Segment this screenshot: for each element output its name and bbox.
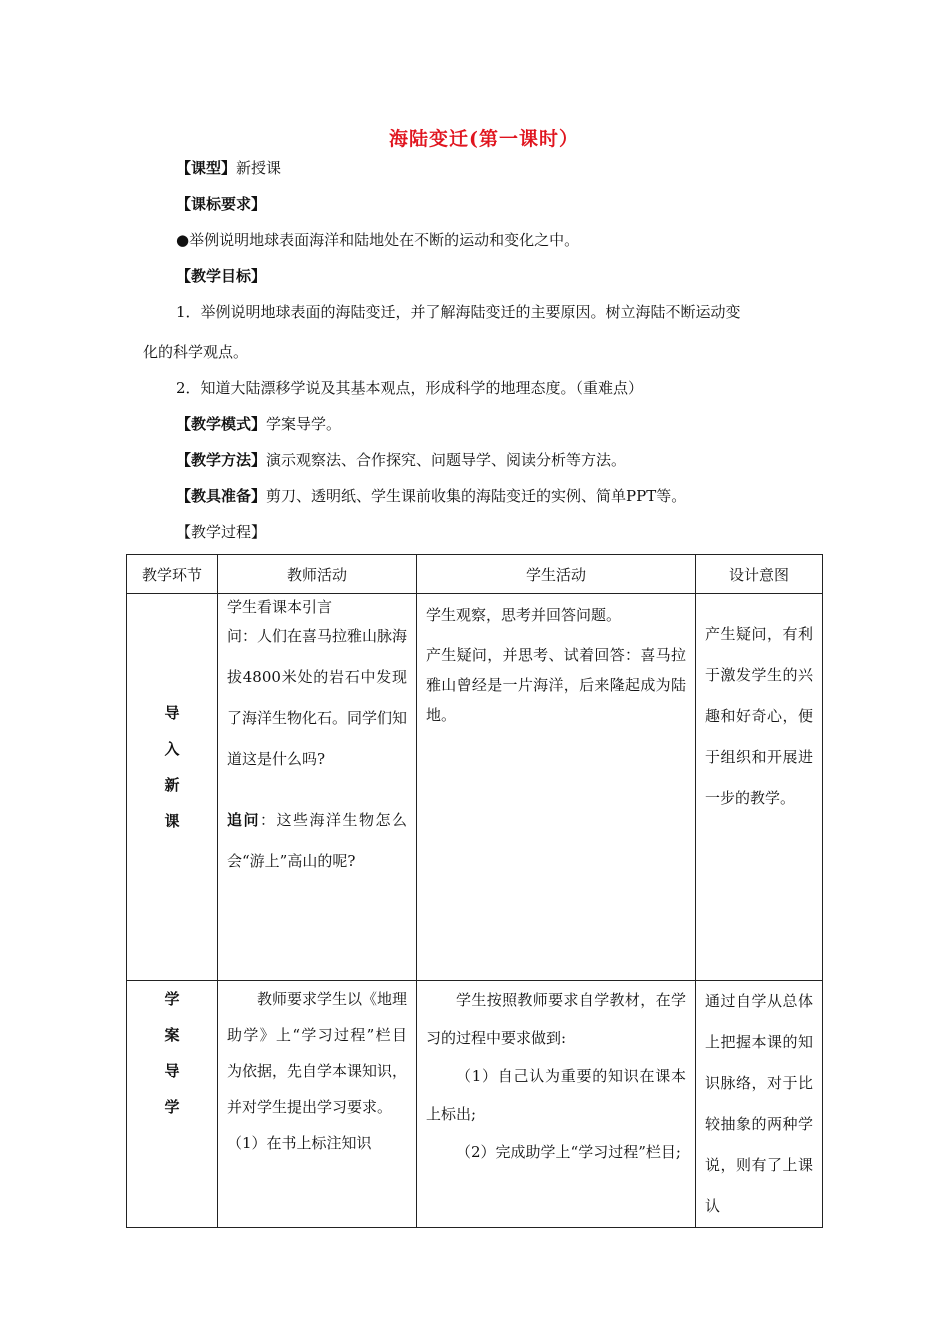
- process-label: 【教学过程】: [176, 523, 267, 541]
- goal-2: 2．知道大陆漂移学说及其基本观点，形成科学的地理态度。（重难点）: [176, 379, 644, 397]
- teaching-process-table: [126, 554, 823, 1228]
- method-value: 演示观察法、合作探究、问题导学、阅读分析等方法。: [266, 451, 627, 469]
- teacher-question: 问：人们在喜马拉雅山脉海拔4800米处的岩石中发现了海洋生物化石。同学们知道这是什么吗?: [227, 627, 408, 768]
- design-intent-2: 通过自学从总体上把握本课的知识脉络，对于比较抽象的两种学说，则有了上课认: [705, 992, 813, 1215]
- standard-item: ●举例说明地球表面海洋和陆地处在不断的运动和变化之中。: [176, 231, 580, 249]
- table-row-intro: [127, 594, 823, 981]
- teacher-followup: [227, 800, 407, 882]
- followup-label: 追问: [227, 811, 260, 829]
- tools-line: [176, 486, 686, 506]
- teacher-requirement: 教师要求学生以《地理助学》上“学习过程”栏目为依据，先自学本课知识，并对学生提出学习要求。: [227, 990, 408, 1116]
- stage-char: 导: [164, 1062, 180, 1080]
- stage-cell-guided: [127, 981, 218, 1228]
- stage-char: 课: [164, 812, 180, 830]
- course-type-line: [176, 158, 281, 178]
- goal-1-line-1: 1．举例说明地球表面的海陆变迁，并了解海陆变迁的主要原因。树立海陆不断运动变: [176, 303, 741, 321]
- teacher-cell-guided: [218, 981, 417, 1228]
- design-intent-1: 产生疑问，有利于激发学生的兴趣和好奇心，便于组织和开展进一步的教学。: [705, 625, 813, 807]
- table-row-guided-study: [127, 981, 823, 1228]
- stage-char: 导: [164, 704, 180, 722]
- stage-char: 学: [164, 1098, 180, 1116]
- course-type-label: 【课型】: [176, 159, 237, 177]
- design-cell-guided: [696, 981, 823, 1228]
- student-activity-2: 产生疑问，并思考、试着回答：喜马拉雅山曾经是一片海洋，后来隆起成为陆地。: [426, 646, 686, 724]
- teacher-cell-intro: [218, 594, 417, 981]
- followup-text: ：这些海洋生物怎么会“游上”高山的呢?: [227, 811, 407, 870]
- mode-label: 【教学模式】: [176, 415, 267, 433]
- table-header-row: [127, 555, 823, 594]
- teacher-requirement-item-1: （1）在书上标注知识: [227, 1134, 372, 1152]
- document-title: 海陆变迁(第一课时）: [389, 128, 579, 150]
- stage-cell-intro: [127, 594, 218, 981]
- stage-char: 入: [164, 740, 180, 758]
- goal-1-line-2: 化的科学观点。: [143, 343, 249, 361]
- mode-value: 学案导学。: [266, 415, 342, 433]
- student-guided-2: （1）自己认为重要的知识在课本上标出;: [426, 1067, 686, 1123]
- method-line: [176, 450, 626, 470]
- method-label: 【教学方法】: [176, 451, 267, 469]
- tools-value: 剪刀、透明纸、学生课前收集的海陆变迁的实例、简单PPT等。: [266, 487, 687, 505]
- teacher-intro: 学生看课本引言: [227, 598, 333, 616]
- mode-line: [176, 414, 341, 434]
- course-type-value: 新授课: [236, 159, 282, 177]
- header-design: 设计意图: [696, 555, 823, 594]
- header-stage: 教学环节: [127, 555, 218, 594]
- student-activity-1: 学生观察，思考并回答问题。: [426, 606, 622, 624]
- header-teacher: 教师活动: [218, 555, 417, 594]
- stage-char: 学: [164, 990, 180, 1008]
- stage-char: 新: [164, 776, 180, 794]
- student-guided-1: 学生按照教师要求自学教材，在学习的过程中要求做到:: [426, 991, 686, 1047]
- student-cell-guided: [417, 981, 696, 1228]
- goals-label: 【教学目标】: [176, 267, 267, 285]
- design-cell-intro: [696, 594, 823, 981]
- stage-char: 案: [164, 1026, 180, 1044]
- tools-label: 【教具准备】: [176, 487, 267, 505]
- student-guided-3: （2）完成助学上“学习过程”栏目;: [456, 1143, 681, 1161]
- student-cell-intro: [417, 594, 696, 981]
- standard-label: 【课标要求】: [176, 195, 267, 213]
- header-student: 学生活动: [417, 555, 696, 594]
